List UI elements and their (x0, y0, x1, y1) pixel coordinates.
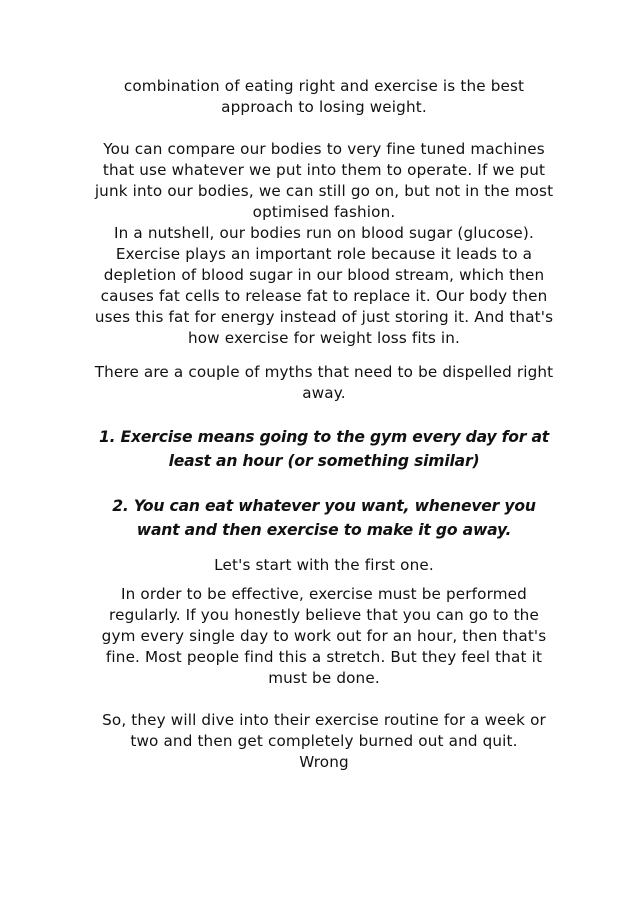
start-line: Let's start with the first one. (214, 556, 434, 574)
myth-1-heading: 1. Exercise means going to the gym every day for at least an hour (or something similar) (98, 428, 550, 470)
burnout-paragraph: So, they will dive into their exercise routine for a week or two and then get completely burned out and quit. (102, 711, 546, 750)
intro-continuation-paragraph: combination of eating right and exercise is the best approach to losing weight. (123, 77, 525, 116)
document-body (90, 76, 558, 773)
regularity-paragraph: In order to be effective, exercise must be performed regularly. If you honestly believe that you can go to the gym every single day to work out for an hour, then that's fine. Most people find this a stretch. But they feel that it must be done. (101, 585, 547, 687)
blood-sugar-paragraph: In a nutshell, our bodies run on blood sugar (glucose). Exercise plays an important role because it leads to a depletion of blood sugar in our blood stream, which then causes fat cells to release fat to replace it. Our body then uses this fat for energy instead of just storing it. And that's how exercise for weight loss fits in. (94, 224, 554, 347)
wrong-line: Wrong (299, 753, 349, 771)
myths-intro-paragraph: There are a couple of myths that need to be dispelled right away. (94, 363, 554, 402)
machines-paragraph: You can compare our bodies to very fine tuned machines that use whatever we put into them to operate. If we put junk into our bodies, we can still go on, but not in the most optimised fashion. (94, 140, 554, 221)
myth-2-heading: 2. You can eat whatever you want, whenever you want and then exercise to make it go away. (112, 497, 536, 539)
